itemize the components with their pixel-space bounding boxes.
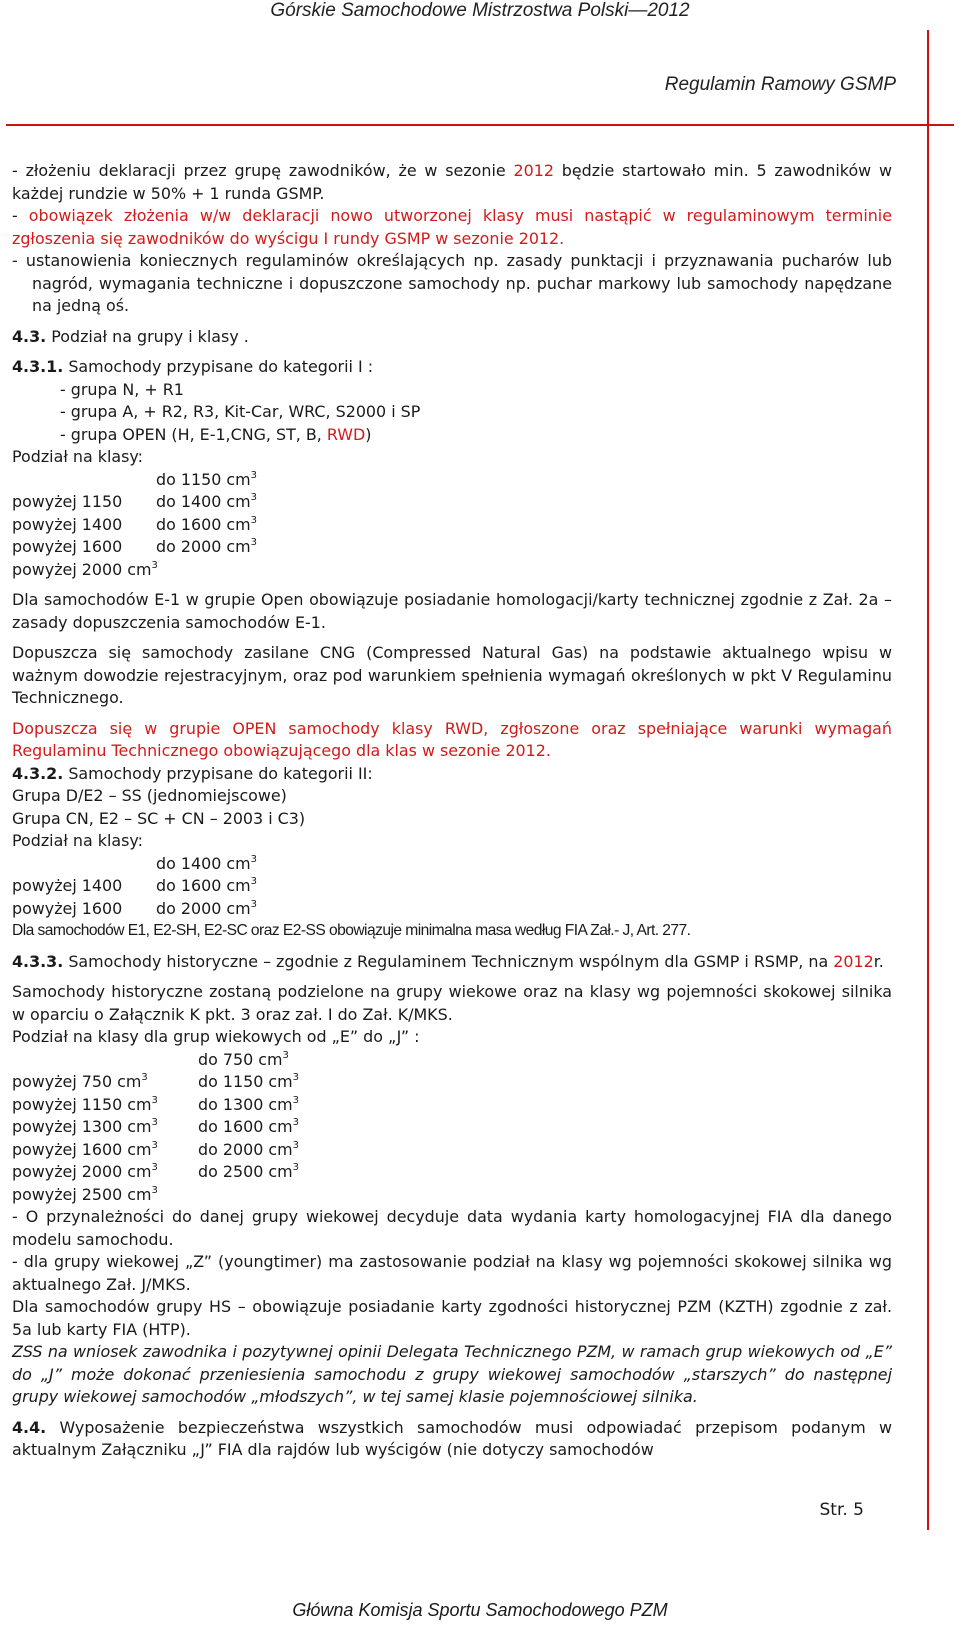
list-item: - grupa OPEN (H, E-1,CNG, ST, B, RWD): [60, 424, 372, 444]
section-heading: 4.4. Wyposażenie bezpieczeństwa wszystkich samochodów musi odpowiadać przepisom podanym w aktualnym Załączniku „J” FIA dla rajdów lub wyścigów (nie dotyczy samochodów: [12, 1417, 892, 1459]
paragraph: - O przynależności do danej grupy wiekowej decyduje data wydania karty homologacyjnej FIA dla danego modelu samochodu.: [12, 1207, 892, 1249]
header-title: Górskie Samochodowe Mistrzostwa Polski—2012: [270, 0, 690, 21]
document-body: [12, 160, 892, 1462]
list-item: - grupa A, + R2, R3, Kit-Car, WRC, S2000 i SP: [60, 402, 421, 421]
classes-label: Podział na klasy:: [12, 447, 143, 466]
paragraph: Dopuszcza się samochody zasilane CNG (Compressed Natural Gas) na podstawie aktualnego wpisu w ważnym dowodzie rejestracyjnym, oraz pod warunkiem spełnienia wymagań określonych w pkt V Regulaminu Technicznego.: [12, 643, 892, 707]
capacity-row: powyżej 1150 do 1400 $cm^3$: [12, 492, 257, 511]
section-heading: 4.3. Podział na grupy i klasy .: [12, 326, 249, 346]
paragraph: Samochody historyczne zostaną podzielone na grupy wiekowe oraz na klasy wg pojemności skokowej silnika w oparciu o Załącznik K pkt. 3 oraz zał. I do Zał. K/MKS.: [12, 982, 892, 1024]
capacity-row: powyżej 1600 do 2000 $cm^3$: [12, 898, 257, 918]
header-subtitle: Regulamin Ramowy GSMP: [664, 74, 896, 95]
capacity-row: powyżej 1600 do 2000 $cm^3$: [12, 537, 257, 556]
capacity-row: powyżej 2000 $cm^3$: [12, 559, 158, 579]
classes-label: Podział na klasy dla grup wiekowych od „E” do „J” :: [12, 1027, 420, 1046]
capacity-row: powyżej 1150 $cm^3$ do 1300 $cm^3$: [12, 1094, 299, 1114]
capacity-row: do 1150 $cm^3$: [156, 469, 257, 489]
section-heading: 4.3.3. Samochody historyczne – zgodnie z Regulaminem Technicznym wspólnym dla GSMP i RSMP, na 2012r.: [12, 951, 884, 971]
section-heading: 4.3.1. Samochody przypisane do kategorii I :: [12, 357, 374, 376]
paragraph: Dopuszcza się w grupie OPEN samochody klasy RWD, zgłoszone oraz spełniające warunki wymagań Regulaminu Technicznego obowiązującego dla klas w sezonie 2012.: [12, 718, 892, 760]
capacity-row: powyżej 750 $cm^3$ do 1150 $cm^3$: [12, 1072, 299, 1091]
page-number: Str. 5: [819, 1500, 864, 1520]
footer-text: Główna Komisja Sportu Samochodowego PZM: [292, 1600, 668, 1620]
capacity-row: powyżej 1600 $cm^3$ do 2000 $cm^3$: [12, 1139, 299, 1159]
list-item: - grupa N, + R1: [60, 379, 184, 399]
capacity-row: powyżej 1400 do 1600 $cm^3$: [12, 876, 257, 895]
paragraph: - ustanowienia koniecznych regulaminów określających np. zasady punktacji i przyznawania pucharów lub nagród, wymagania techniczne i dopuszczone samochody np. puchar markowy lub samochody napędzane na jedną oś.: [12, 251, 892, 315]
capacity-row: powyżej 2000 $cm^3$ do 2500 $cm^3$: [12, 1162, 299, 1181]
capacity-row: powyżej 1400 do 1600 $cm^3$: [12, 514, 257, 534]
capacity-row: powyżej 2500 $cm^3$: [12, 1184, 158, 1204]
paragraph: - obowiązek złożenia w/w deklaracji nowo utworzonej klasy musi nastąpić w regulaminowym terminie zgłoszenia się zawodników do wyścigu I rundy GSMP w sezonie 2012.: [12, 206, 892, 248]
list-item: Grupa CN, E2 – SC + CN – 2003 i C3): [12, 808, 306, 828]
capacity-row: powyżej 1300 $cm^3$ do 1600 $cm^3$: [12, 1117, 299, 1136]
margin-rule: [927, 30, 929, 1530]
paragraph: Dla samochodów grupy HS – obowiązuje posiadanie karty zgodności historycznej PZM (KZTH) zgodnie z zał. 5a lub karty FIA (HTP).: [12, 1297, 892, 1339]
classes-label: Podział na klasy:: [12, 831, 143, 850]
paragraph: Dla samochodów E-1 w grupie Open obowiązuje posiadanie homologacji/karty technicznej zgodnie z Zał. 2a – zasady dopuszczenia samochodów E-1.: [12, 590, 892, 632]
paragraph: - dla grupy wiekowej „Z” (youngtimer) ma zastosowanie podział na klasy wg pojemności skokowej silnika wg aktualnego Zał. J/MKS.: [12, 1252, 892, 1294]
list-item: Grupa D/E2 – SS (jednomiejscowe): [12, 786, 287, 805]
paragraph: - złożeniu deklaracji przez grupę zawodników, że w sezonie 2012 będzie startowało min. 5 zawodników w każdej rundzie w 50% + 1 runda GSMP.: [12, 161, 892, 203]
capacity-row: do 750 $cm^3$: [198, 1049, 289, 1069]
capacity-row: do 1400 $cm^3$: [156, 853, 257, 873]
header-rule: [6, 124, 954, 126]
paragraph: ZSS na wniosek zawodnika i pozytywnej opinii Delegata Technicznego PZM, w ramach grup wiekowych od „E” do „J” może dokonać przeniesienia samochodu z grupy wiekowej samochodów „starszych” do następnej grupy wiekowej samochodów „młodszych”, w tej samej klasie pojemnościowej silnika.: [12, 1342, 892, 1406]
section-heading: 4.3.2. Samochody przypisane do kategorii II:: [12, 763, 373, 783]
paragraph: Dla samochodów E1, E2-SH, E2-SC oraz E2-SS obowiązuje minimalna masa według FIA Zał.- J, Art. 277.: [12, 922, 691, 939]
